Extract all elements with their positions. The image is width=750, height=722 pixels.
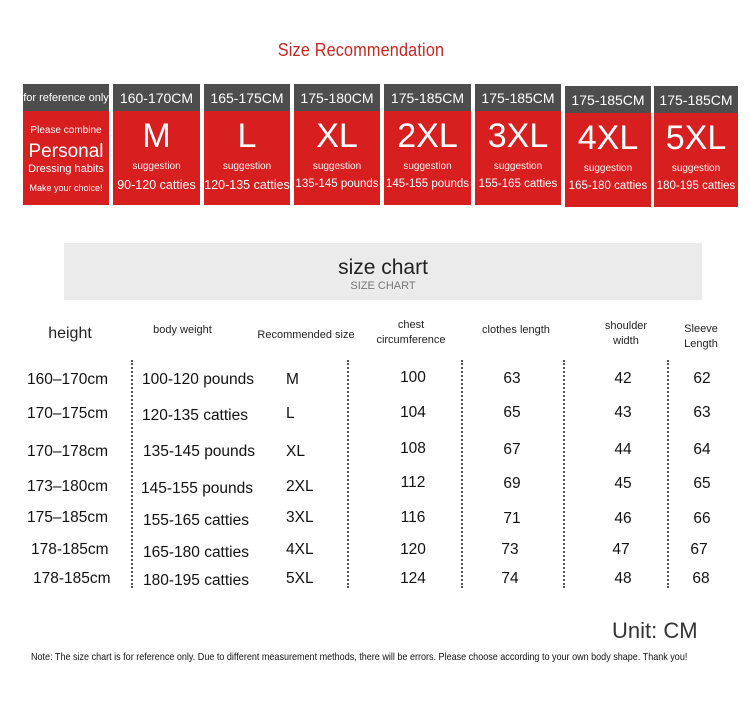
size-card-size: 2XL: [397, 117, 458, 155]
size-card-height: 175-185CM: [654, 86, 738, 113]
cell-sleeve: 68: [692, 570, 710, 587]
size-card-weight: 90-120 catties: [117, 178, 196, 192]
cell-sleeve: 65: [693, 475, 711, 492]
cell-size: 5XL: [286, 570, 314, 587]
reference-body: [23, 111, 109, 205]
cell-height: 170–178cm: [27, 443, 109, 460]
cell-size: L: [286, 405, 295, 422]
cell-shoulder: 46: [614, 510, 632, 527]
size-card-5xl: [654, 86, 738, 207]
cell-shoulder: 47: [612, 541, 630, 558]
size-card-suggestion: suggestion: [132, 161, 181, 172]
size-card-weight: 165-180 catties: [568, 180, 648, 192]
cell-shoulder: 43: [614, 404, 632, 421]
header-weight: body weight: [153, 324, 212, 336]
recommendation-title: Size Recommendation: [277, 40, 445, 60]
cell-length: 69: [503, 475, 521, 492]
cell-chest: 104: [400, 404, 426, 421]
cell-sleeve: 64: [693, 441, 711, 458]
cell-chest: 108: [400, 440, 426, 457]
size-card-size: 4XL: [577, 119, 639, 157]
unit-label: Unit: CM: [612, 618, 698, 643]
cell-weight: 180-195 catties: [143, 572, 249, 589]
size-chart-title: size chart: [338, 256, 428, 279]
header-clothes-length: clothes length: [482, 324, 550, 336]
cell-chest: 100: [400, 369, 426, 386]
column-divider: [347, 360, 349, 588]
reference-card: [23, 84, 109, 205]
reference-header: for reference only: [23, 84, 109, 111]
header-chest-line-1: chest: [397, 319, 425, 331]
header-chest: [372, 318, 450, 348]
cell-chest: 116: [400, 509, 426, 526]
size-card-weight: 180-195 catties: [656, 180, 736, 192]
cell-weight: 120-135 catties: [142, 407, 248, 424]
cell-length: 74: [501, 570, 519, 587]
size-card-suggestion: suggestion: [312, 161, 362, 172]
header-shoulder: [595, 319, 657, 349]
size-chart-subtitle: SIZE CHART: [350, 280, 416, 292]
cell-sleeve: 63: [693, 404, 711, 421]
cell-size: 4XL: [286, 541, 314, 558]
cell-height: 175–185cm: [27, 509, 109, 526]
reference-line-3: Dressing habits: [28, 163, 104, 175]
header-shoulder-line-2: width: [613, 335, 639, 347]
cell-shoulder: 42: [614, 370, 632, 387]
size-card-height: 175-180CM: [294, 84, 380, 111]
size-card-height: 175-185CM: [565, 86, 651, 113]
size-card-suggestion: suggestion: [583, 163, 633, 174]
size-card-4xl: [565, 86, 651, 207]
header-sleeve: Sleeve Length: [684, 323, 718, 350]
cell-height: 178-185cm: [31, 541, 109, 558]
cell-length: 63: [503, 370, 521, 387]
cell-length: 73: [501, 541, 519, 558]
cell-height: 173–180cm: [27, 478, 109, 495]
size-card-suggestion: suggestion: [403, 161, 452, 172]
reference-line-1: Please combine: [30, 125, 102, 136]
size-card-height: 175-185CM: [384, 84, 471, 111]
cell-length: 65: [503, 404, 521, 421]
header-recommended-size: Recommended size: [257, 329, 355, 341]
cell-weight: 165-180 catties: [143, 544, 249, 561]
size-card-xl: [294, 84, 380, 205]
cell-length: 67: [503, 441, 521, 458]
cell-weight: 100-120 pounds: [142, 371, 255, 388]
size-card-2xl: [384, 84, 471, 205]
cell-chest: 124: [400, 570, 426, 587]
column-divider: [563, 360, 565, 588]
disclaimer-note: Note: The size chart is for reference only. Due to different measurement methods, there will be errors. Please choose according to your own body shape. Thank you!: [31, 651, 688, 663]
size-card-height: 175-185CM: [475, 84, 561, 111]
cell-shoulder: 45: [614, 475, 632, 492]
cell-height: 170–175cm: [27, 405, 109, 422]
size-card-weight: 120-135 catties: [204, 178, 290, 192]
cell-shoulder: 44: [614, 441, 632, 458]
cell-height: 178-185cm: [33, 570, 111, 587]
size-card-body: [475, 111, 561, 205]
header-shoulder-line-1: shoulder: [604, 320, 648, 332]
size-card-suggestion: suggestion: [671, 163, 721, 174]
size-card-body: [113, 111, 200, 205]
column-divider: [131, 360, 133, 588]
size-card-body: [384, 111, 471, 205]
reference-line-4: Make your choice!: [29, 183, 103, 193]
size-card-height: 160-170CM: [113, 84, 200, 111]
size-card-m: [113, 84, 200, 205]
column-divider: [461, 360, 463, 588]
size-card-body: [654, 113, 738, 207]
size-card-3xl: [475, 84, 561, 205]
cell-sleeve: 66: [693, 510, 711, 527]
cell-sleeve: 62: [693, 370, 711, 387]
size-card-height: 165-175CM: [204, 84, 290, 111]
column-divider: [667, 360, 669, 588]
header-height: height: [48, 325, 92, 342]
cell-shoulder: 48: [614, 570, 632, 587]
size-chart-banner: [64, 243, 702, 300]
size-card-size: L: [237, 117, 257, 155]
size-card-size: M: [142, 117, 171, 155]
size-card-body: [294, 111, 380, 205]
cell-chest: 112: [400, 474, 426, 491]
header-chest-line-2: circumference: [376, 334, 446, 346]
size-card-size: 3XL: [487, 117, 549, 155]
cell-length: 71: [503, 510, 521, 527]
reference-line-2: Personal: [28, 141, 104, 162]
cell-chest: 120: [400, 541, 426, 558]
size-card-suggestion: suggestion: [493, 161, 543, 172]
size-card-l: [204, 84, 290, 205]
cell-size: 3XL: [286, 509, 314, 526]
size-card-body: [204, 111, 290, 205]
size-card-size: 5XL: [665, 119, 727, 157]
size-card-weight: 145-155 pounds: [385, 178, 470, 190]
size-card-size: XL: [316, 117, 358, 155]
cell-sleeve: 67: [690, 541, 708, 558]
cell-size: M: [286, 371, 299, 388]
cell-size: 2XL: [286, 478, 314, 495]
cell-height: 160–170cm: [27, 371, 109, 388]
cell-weight: 145-155 pounds: [141, 480, 254, 497]
size-card-weight: 135-145 pounds: [295, 178, 379, 190]
cell-weight: 155-165 catties: [143, 512, 249, 529]
size-card-suggestion: suggestion: [222, 161, 272, 172]
cell-weight: 135-145 pounds: [143, 443, 256, 460]
size-card-weight: 155-165 catties: [478, 178, 558, 190]
size-card-body: [565, 113, 651, 207]
cell-size: XL: [286, 443, 305, 460]
